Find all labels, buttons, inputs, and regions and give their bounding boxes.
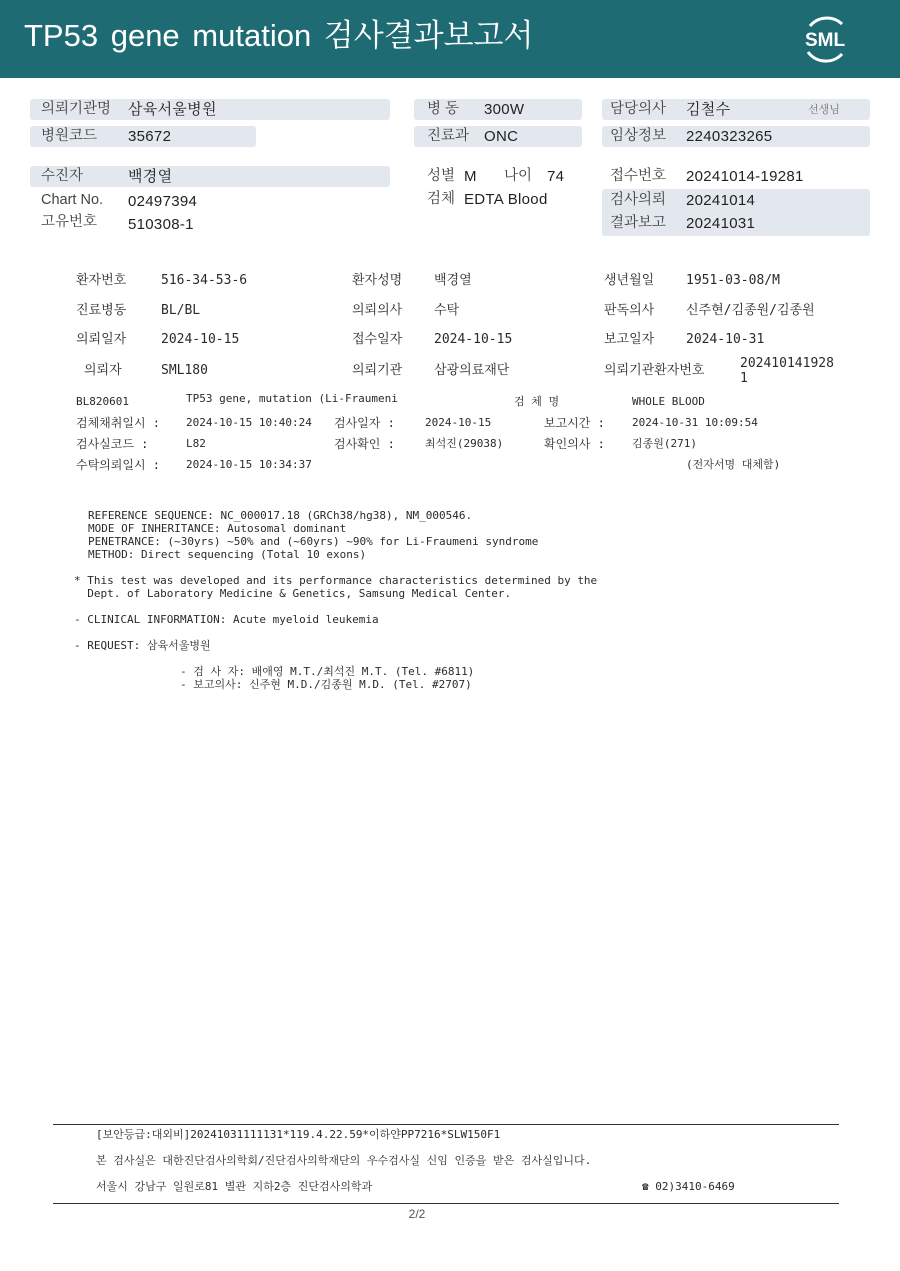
receipt-label: 접수번호 [610, 168, 667, 184]
specimen-name: WHOLE BLOOD [632, 395, 705, 408]
sex-label: 성별 [427, 168, 456, 184]
scan-requester-label: 의뢰자 [84, 363, 122, 378]
scan-patient-no: 516-34-53-6 [161, 273, 248, 288]
scan-doctor: 수탁 [434, 303, 460, 318]
clinical-label: 임상정보 [610, 128, 667, 144]
scan-org-pt-no-2: 1 [740, 371, 748, 386]
report-time-value: 2024-10-31 10:09:54 [632, 416, 758, 429]
dept-value: ONC [484, 128, 519, 145]
patient-value: 백경열 [128, 168, 173, 185]
doctor-suffix: 선생님 [808, 104, 840, 116]
footer-bottom-rule [53, 1203, 839, 1204]
note-line: Dept. of Laboratory Medicine & Genetics, Samsung Medical Center. [74, 587, 512, 600]
unique-label: 고유번호 [41, 214, 98, 230]
age-label: 나이 [504, 168, 533, 184]
scan-ward: BL/BL [161, 303, 201, 318]
scan-name: 백경열 [434, 273, 472, 288]
clinical-information: - CLINICAL INFORMATION: Acute myeloid leukemia [74, 613, 379, 626]
patient-row [30, 166, 390, 187]
scan-reader: 신주현/김종원/김종원 [686, 303, 815, 318]
note-line: * This test was developed and its performance characteristics determined by the [74, 574, 598, 587]
report-date-label: 결과보고 [610, 215, 667, 231]
scan-req-date-label: 의뢰일자 [76, 332, 127, 347]
test-code: BL820601 [76, 395, 129, 408]
staff-line: - 보고의사: 신주현 M.D./김종원 M.D. (Tel. #2707) [180, 678, 472, 691]
hospital-code-label: 병원코드 [41, 128, 98, 144]
scan-name-label: 환자성명 [352, 273, 403, 288]
collect-label: 검체채취일시 : [76, 416, 161, 430]
footer-top-rule [53, 1124, 839, 1125]
chart-label: Chart No. [41, 192, 104, 208]
req-date-label: 검사의뢰 [610, 192, 667, 208]
patient-label: 수진자 [41, 168, 84, 184]
requesting-org-label: 의뢰기관명 [41, 101, 112, 117]
specimen-value: EDTA Blood [464, 191, 548, 208]
certification-line: 본 검사실은 대한진단검사의학회/진단검사의학재단의 우수검사실 신임 인증을 받은 검사실입니다. [96, 1154, 592, 1167]
collect-value: 2024-10-15 10:40:24 [186, 416, 312, 429]
consign-label: 수탁의뢰일시 : [76, 458, 161, 472]
doctor-label: 담당의사 [610, 101, 667, 117]
scan-org-pt-no-1: 202410141928 [740, 356, 834, 371]
svg-text:SML: SML [804, 30, 846, 51]
scan-dob-label: 생년월일 [604, 273, 655, 288]
ref-line: MODE OF INHERITANCE: Autosomal dominant [88, 522, 347, 535]
scan-org-pt-no-label: 의뢰기관환자번호 [604, 363, 705, 378]
exam-date-label: 검사일자 : [334, 416, 395, 430]
room-code-label: 검사실코드 : [76, 437, 149, 451]
scan-rcv-date: 2024-10-15 [434, 332, 513, 347]
report-time-label: 보고시간 : [544, 416, 605, 430]
room-code-value: L82 [186, 437, 206, 450]
report-date-value: 20241031 [686, 215, 756, 232]
age-value: 74 [547, 168, 565, 185]
scan-rpt-date: 2024-10-31 [686, 332, 765, 347]
chart-value: 02497394 [128, 193, 198, 210]
confirmer-value: 김종원(271) [632, 437, 697, 450]
ref-line: REFERENCE SEQUENCE: NC_000017.18 (GRCh38/hg38), NM_000546. [88, 509, 473, 522]
security-line: [보안등급:대외비]20241031111131*119.4.22.59*이하얀PP7216*SLW150F1 [96, 1128, 501, 1141]
scan-patient-no-label: 환자번호 [76, 273, 127, 288]
specimen-name-label: 검 체 명 [514, 395, 560, 408]
address-line: 서울시 강남구 일원로81 별관 지하2층 진단검사의학과 [96, 1180, 373, 1193]
specimen-label: 검체 [427, 191, 456, 207]
scan-doctor-label: 의뢰의사 [352, 303, 403, 318]
phone-line: ☎ 02)3410-6469 [642, 1180, 735, 1193]
confirm-value: 최석진(29038) [425, 437, 504, 450]
scan-rcv-date-label: 접수일자 [352, 332, 403, 347]
confirmer-label: 확인의사 : [544, 437, 605, 451]
sex-value: M [464, 168, 477, 185]
clinical-value: 2240323265 [686, 128, 773, 145]
req-date-value: 20241014 [686, 192, 756, 209]
ward-label: 병 동 [427, 101, 460, 117]
consign-value: 2024-10-15 10:34:37 [186, 458, 312, 471]
exam-date-value: 2024-10-15 [425, 416, 492, 429]
scan-org-label: 의뢰기관 [352, 363, 403, 378]
scan-reader-label: 판독의사 [604, 303, 655, 318]
scan-dob: 1951-03-08/M [686, 273, 780, 288]
page-number: 2/2 [408, 1207, 426, 1221]
report-title: TP53 gene mutation 검사결과보고서 [24, 18, 534, 53]
scan-rpt-date-label: 보고일자 [604, 332, 655, 347]
scan-requester: SML180 [161, 363, 208, 378]
sml-logo [796, 12, 854, 66]
hospital-code-value: 35672 [128, 128, 172, 145]
esign-note: (전자서명 대체함) [686, 458, 781, 471]
confirm-label: 검사확인 : [334, 437, 395, 451]
staff-line: - 검 사 자: 배애영 M.T./최석진 M.T. (Tel. #6811) [180, 665, 475, 678]
scan-ward-label: 진료병동 [76, 303, 127, 318]
test-name: TP53 gene, mutation (Li-Fraumeni [186, 392, 398, 405]
ref-line: PENETRANCE: (~30yrs) ~50% and (~60yrs) ~90% for Li-Fraumeni syndrome [88, 535, 539, 548]
request-line: - REQUEST: 삼육서울병원 [74, 639, 211, 652]
requesting-org-value: 삼육서울병원 [128, 101, 217, 118]
scan-org: 삼광의료재단 [434, 363, 510, 378]
dept-label: 진료과 [427, 128, 470, 144]
ref-line: METHOD: Direct sequencing (Total 10 exons) [88, 548, 367, 561]
scan-req-date: 2024-10-15 [161, 332, 240, 347]
receipt-value: 20241014-19281 [686, 168, 804, 185]
doctor-value: 김철수 [686, 101, 731, 118]
ward-value: 300W [484, 101, 525, 118]
unique-value: 510308-1 [128, 216, 194, 233]
